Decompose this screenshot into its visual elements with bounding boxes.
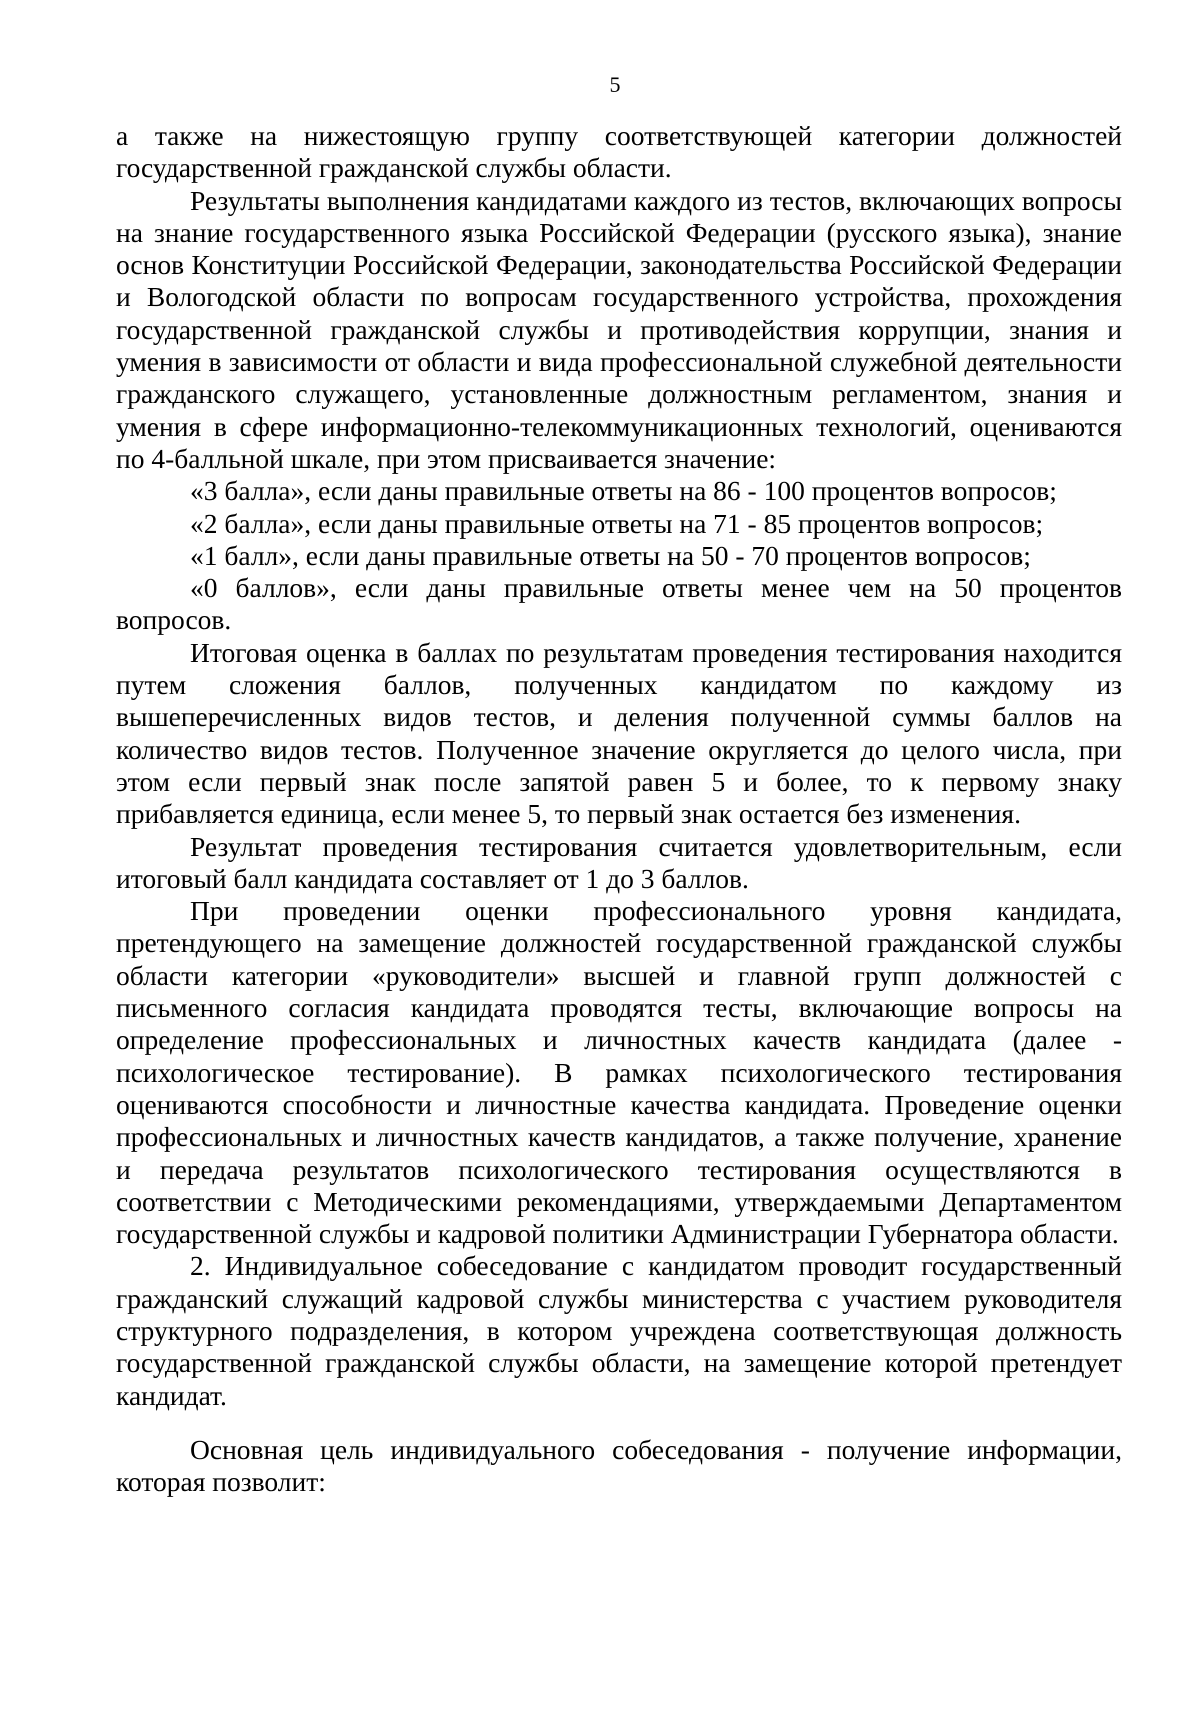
page-number: 5 xyxy=(609,72,621,97)
paragraph-individual-interview: 2. Индивидуальное собеседование с кандидатом проводит государственный гражданский служащий кадровой службы министерства с участием руководителя структурного подразделения, в котором учреждена соответствующая должность государственной гражданской службы области, на замещение которой претендует кандидат. xyxy=(116,1250,1122,1411)
paragraph-psychological-testing: При проведении оценки профессионального уровня кандидата, претендующего на замещение должностей государственной гражданской службы области категории «руководители» высшей и главной групп должностей с письменного согласия кандидата проводятся тесты, включающие вопросы на определение профессиональных и личностных качеств кандидата (далее - психологическое тестирование). В рамках психологического тестирования оцениваются способности и личностные качества кандидата. Проведение оценки профессиональных и личностных качеств кандидатов, а также получение, хранение и передача результатов психологического тестирования осуществляются в соответствии с Методическими рекомендациями, утверждаемыми Департаментом государственной службы и кадровой политики Администрации Губернатора области. xyxy=(116,895,1122,1250)
paragraph-score-0: «0 баллов», если даны правильные ответы менее чем на 50 процентов вопросов. xyxy=(116,572,1122,636)
document-body xyxy=(116,120,1122,1498)
paragraph-score-2: «2 балла», если даны правильные ответы на 71 - 85 процентов вопросов; xyxy=(190,507,1044,539)
paragraph-satisfactory-result: Результат проведения тестирования считается удовлетворительным, если итоговый балл кандидата составляет от 1 до 3 баллов. xyxy=(116,830,1122,894)
paragraph-score-1: «1 балл», если даны правильные ответы на 50 - 70 процентов вопросов; xyxy=(190,539,1031,571)
paragraph-test-results: Результаты выполнения кандидатами каждого из тестов, включающих вопросы на знание государственного языка Российской Федерации (русского языка), знание основ Конституции Российской Федерации, законодательства Российской Федерации и Вологодской области по вопросам государственного устройства, прохождения государственной гражданской службы и противодействия коррупции, знания и умения в зависимости от области и вида профессиональной служебной деятельности гражданского служащего, установленные должностным регламентом, знания и умения в сфере информационно-телекоммуникационных технологий, оцениваются по 4-балльной шкале, при этом присваивается значение: xyxy=(116,184,1122,474)
paragraph-score-3: «3 балла», если даны правильные ответы на 86 - 100 процентов вопросов; xyxy=(190,475,1057,507)
paragraph-interview-goal: Основная цель индивидуального собеседования - получение информации, которая позволит: xyxy=(116,1433,1122,1498)
paragraph-final-score: Итоговая оценка в баллах по результатам проведения тестирования находится путем сложения баллов, полученных кандидатом по каждому из вышеперечисленных видов тестов, и деления полученной суммы баллов на количество видов тестов. Полученное значение округляется до целого числа, при этом если первый знак после запятой равен 5 и более, то к первому знаку прибавляется единица, если менее 5, то первый знак остается без изменения. xyxy=(116,636,1122,830)
paragraph-continuation: а также на нижестоящую группу соответствующей категории должностей государственной гражданской службы области. xyxy=(116,120,1122,184)
